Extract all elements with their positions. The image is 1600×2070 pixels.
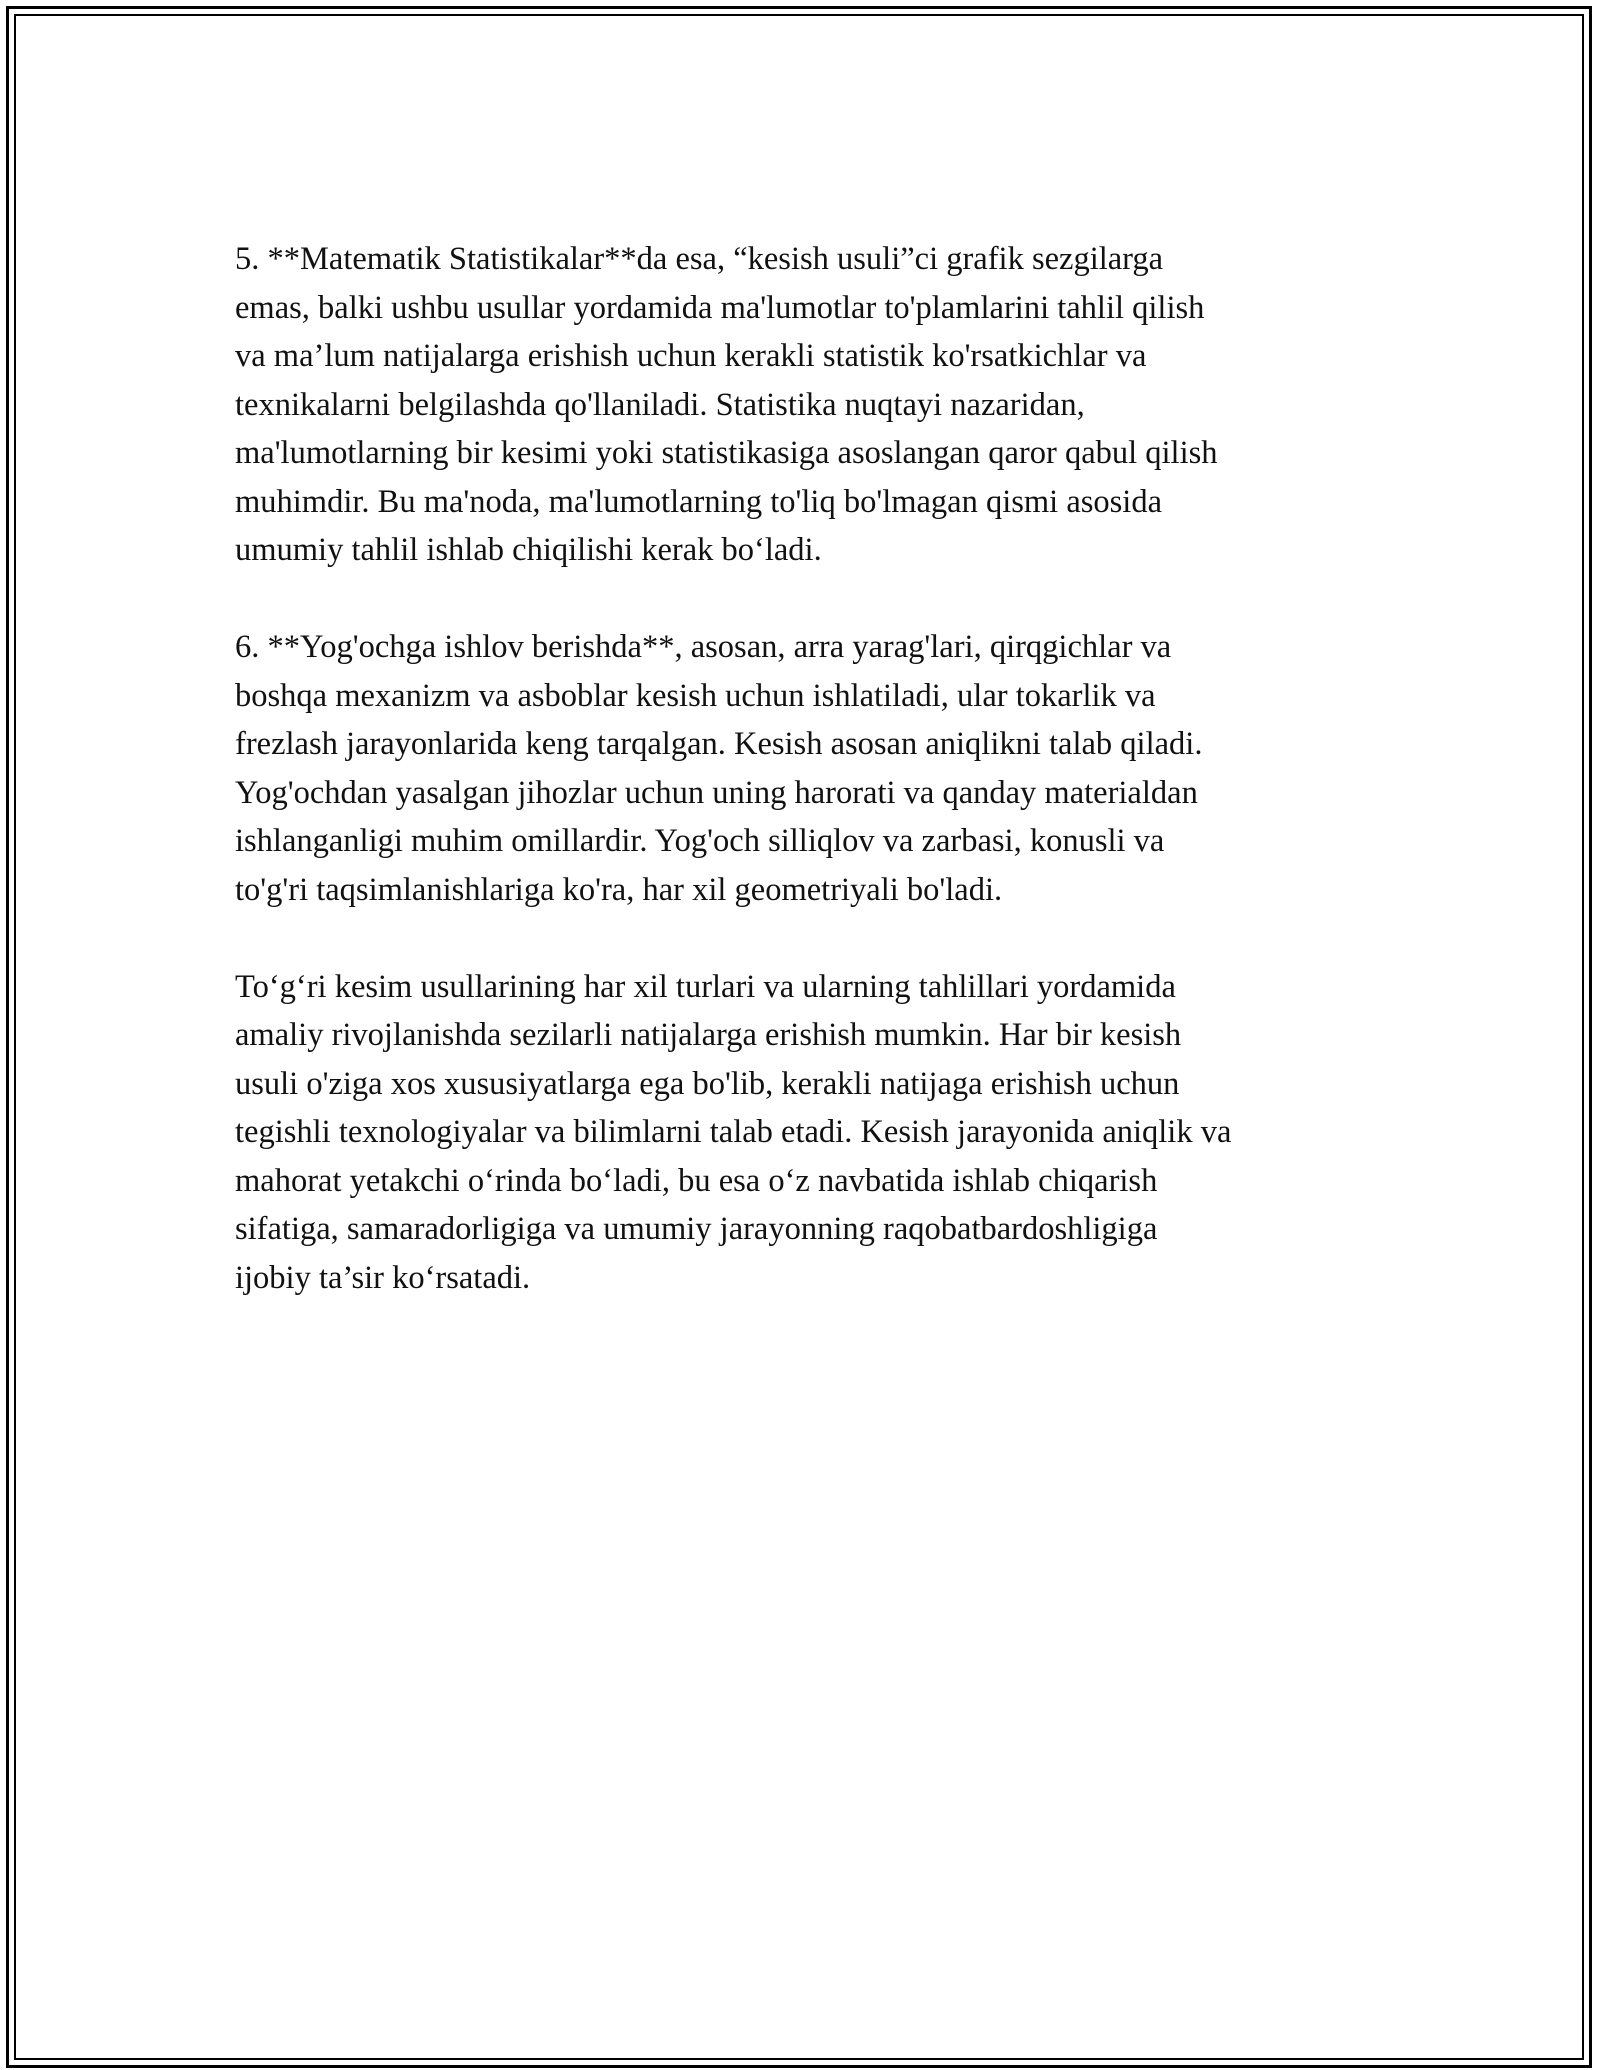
text-line: amaliy rivojlanishda sezilarli natijalarga erishish mumkin. Har bir kesish xyxy=(235,1017,1182,1053)
document-body xyxy=(235,235,1365,1351)
paragraph-yogochga-ishlov xyxy=(235,623,1365,914)
text-line: Yog'ochdan yasalgan jihozlar uchun uning harorati va qanday materialdan xyxy=(235,774,1198,811)
text-line: boshqa mexanizm va asboblar kesish uchun ishlatiladi, ular tokarlik va xyxy=(235,677,1156,714)
text-line: 5. **Matematik Statistikalar**da esa, “kesish usuli”ci grafik sezgilarga xyxy=(235,241,1164,277)
text-line: muhimdir. Bu ma'noda, ma'lumotlarning to'liq bo'lmagan qismi asosida xyxy=(235,483,1163,520)
text-line: ma'lumotlarning bir kesimi yoki statistikasiga asoslangan qaror qabul qilish xyxy=(235,435,1218,471)
paragraph-matematik-statistikalar xyxy=(235,235,1365,575)
text-line: umumiy tahlil ishlab chiqilishi kerak bo‘ladi. xyxy=(235,532,822,568)
text-line: ishlanganligi muhim omillardir. Yog'och silliqlov va zarbasi, konusli va xyxy=(235,823,1165,859)
text-line: mahorat yetakchi o‘rinda bo‘ladi, bu esa o‘z navbatida ishlab chiqarish xyxy=(235,1162,1158,1199)
text-line: texnikalarni belgilashda qo'llaniladi. Statistika nuqtayi nazaridan, xyxy=(235,386,1085,423)
text-line: va ma’lum natijalarga erishish uchun kerakli statistik ko'rsatkichlar va xyxy=(235,338,1147,374)
text-line: usuli o'ziga xos xususiyatlarga ega bo'lib, kerakli natijaga erishish uchun xyxy=(235,1065,1180,1102)
text-line: 6. **Yog'ochga ishlov berishda**, asosan, arra yarag'lari, qirqgichlar va xyxy=(235,629,1172,665)
text-line: to'g'ri taqsimlanishlariga ko'ra, har xil geometriyali bo'ladi. xyxy=(235,871,1003,908)
text-line: To‘g‘ri kesim usullarining har xil turlari va ularning tahlillari yordamida xyxy=(235,968,1176,1005)
text-line: frezlash jarayonlarida keng tarqalgan. Kesish asosan aniqlikni talab qiladi. xyxy=(235,726,1203,762)
paragraph-conclusion xyxy=(235,963,1365,1303)
text-line: sifatiga, samaradorligiga va umumiy jarayonning raqobatbardoshligiga xyxy=(235,1211,1158,1247)
text-line: tegishli texnologiyalar va bilimlarni talab etadi. Kesish jarayonida aniqlik va xyxy=(235,1114,1232,1150)
text-line: ijobiy ta’sir ko‘rsatadi. xyxy=(235,1259,531,1296)
text-line: emas, balki ushbu usullar yordamida ma'lumotlar to'plamlarini tahlil qilish xyxy=(235,289,1205,326)
